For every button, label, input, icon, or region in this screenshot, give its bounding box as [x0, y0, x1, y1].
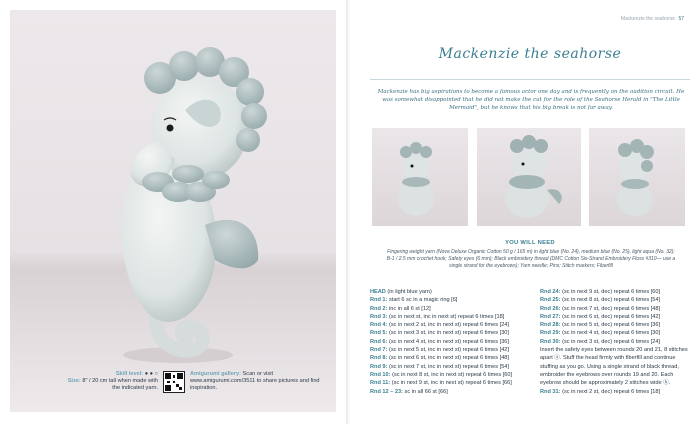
row-label: Rnd 27:: [540, 313, 561, 320]
pattern-row: [370, 354, 538, 362]
row-label: Rnd 29:: [540, 330, 561, 337]
pattern-row: [540, 313, 690, 321]
row-text: (sc in next 2 st, dec) repeat 6 times [18]: [562, 388, 661, 395]
seahorse-side-photo: [372, 128, 468, 226]
size-label: Size:: [67, 378, 81, 385]
row-text: (sc in next 7 st, dec) repeat 6 times [48]: [562, 305, 661, 312]
eyes-note: Insert the safety eyes between rounds 20 and 21, 8 stitches apart ⓐ. Stuff the head firmly with fiberfill and continue stuffing as you go. Using a single strand of black thread, embroider the eyebrows over rounds 19 and 20. Each eyebrow should be approximately 2 stitches wide ⓑ.: [540, 347, 688, 387]
pattern-row: [370, 388, 538, 396]
row-text: (sc in next 2 st, inc in next st) repeat 6 times [24]: [388, 322, 509, 329]
row-label: Rnd 24:: [540, 289, 561, 295]
instructions-column-left: [370, 288, 538, 396]
pattern-row: [370, 321, 538, 329]
seahorse-front-photo: [477, 128, 581, 226]
row-text: (sc in next 5 st, dec) repeat 6 times [36]: [562, 322, 661, 329]
step-photo: [372, 128, 468, 226]
row-label: Rnd 30:: [540, 338, 561, 345]
row-text: (sc in next st, inc in next st) repeat 6 times [18]: [388, 313, 505, 320]
step-photo: [477, 128, 581, 226]
skill-dots: ● ● ○: [144, 371, 158, 377]
pattern-row: [540, 321, 690, 329]
pattern-instructions: [370, 288, 690, 418]
row-label: Rnd 8:: [370, 355, 388, 362]
gallery-label: Amigurumi gallery:: [190, 371, 241, 377]
row-label: Rnd 12 – 23:: [370, 388, 403, 395]
row-label: Rnd 9:: [370, 363, 388, 370]
pattern-row: [540, 305, 690, 313]
you-will-need-heading: YOU WILL NEED: [505, 240, 555, 246]
row-label: Rnd 31:: [540, 388, 561, 395]
row-label: Rnd 7:: [370, 347, 388, 354]
pattern-row: [370, 346, 538, 354]
step-photo: [589, 128, 685, 226]
pattern-row: [370, 338, 538, 346]
pattern-row: [370, 296, 538, 304]
row-text: (sc in next 6 st, dec) repeat 6 times [42]: [562, 313, 661, 320]
pattern-row: [370, 371, 538, 379]
seahorse-photo: [10, 10, 336, 412]
row-text: (sc in next 3 st, inc in next st) repeat 6 times [30]: [388, 330, 509, 337]
row-label: Rnd 5:: [370, 330, 388, 337]
row-text: start 6 sc in a magic ring [6]: [388, 297, 458, 304]
page-number: 57: [678, 16, 684, 22]
seahorse-illustration: [10, 10, 336, 412]
row-text: (sc in next 4 st, inc in next st) repeat 6 times [36]: [388, 338, 509, 345]
gallery-block: [190, 371, 320, 393]
page-title: Mackenzie the seahorse: [438, 46, 622, 62]
row-label: Rnd 3:: [370, 313, 388, 320]
row-text: (sc in next 5 st, inc in next st) repeat 6 times [42]: [388, 347, 509, 354]
running-title: Mackenzie the seahorse: [620, 16, 676, 22]
row-text: (sc in next 3 st, dec) repeat 6 times [24]: [562, 338, 661, 345]
size-text: 8" / 20 cm tall when made with the indicated yarn.: [82, 378, 158, 392]
running-header: [621, 16, 684, 22]
step-photos: [372, 128, 692, 226]
row-text: inc in all 6 st [12]: [388, 305, 431, 312]
pattern-row: [540, 388, 690, 396]
row-text: (sc in next 8 st, dec) repeat 6 times [54]: [562, 297, 661, 304]
instructions-column-right: [540, 288, 690, 396]
title-divider: [370, 79, 690, 80]
pattern-row: [370, 305, 538, 313]
row-text: (sc in next 7 st, inc in next st) repeat 6 times [54]: [388, 363, 509, 370]
row-label: Rnd 28:: [540, 322, 561, 329]
gallery-text: Scan or visit www.amigurumi.com/3511 to share pictures and find inspiration.: [190, 371, 320, 392]
head-label: HEAD: [370, 289, 386, 295]
row-text: (sc in next 8 st, inc in next st) repeat 6 times [60]: [392, 371, 513, 378]
left-page: [0, 0, 346, 424]
row-label: Rnd 11:: [370, 380, 391, 387]
row-label: Rnd 26:: [540, 305, 561, 312]
pattern-row: [540, 329, 690, 337]
row-label: Rnd 25:: [540, 297, 561, 304]
you-will-need-text: Fingering weight yarn (Nova Deluxe Organic Cotton 50 g / 165 m) in light blue (No. 24), medium blue (No. 25), light aqua (No. 32); B-1 / 2.5 mm crochet hook; Safety eyes (6 mm); Black embroidery thread (DMC Cotton Six-Strand Embroidery Floss #310— use a single strand for the eyebrows); Yarn needle; Pins; Stitch markers; Fiberfill: [386, 249, 676, 270]
pattern-caption: [60, 371, 320, 411]
qr-pattern-icon: [164, 372, 184, 392]
row-label: Rnd 1:: [370, 297, 388, 304]
row-label: Rnd 4:: [370, 322, 388, 329]
pattern-row: [540, 288, 690, 296]
row-label: Rnd 2:: [370, 305, 388, 312]
right-page: [350, 0, 700, 424]
head-note: (in light blue yarn): [387, 289, 432, 295]
skill-block: [60, 371, 158, 393]
row-text: (sc in next 9 st, inc in next st) repeat 6 times [66]: [391, 380, 512, 387]
pattern-row: [540, 338, 690, 346]
intro-text: Mackenzie has big aspirations to become a famous actor one day and is frequently on the audition circuit. He was somewhat disappointed that he did not make the cut for the role of the Seahorse Herald in "The Little Mermaid", but he knows that his big break is not far away.: [377, 89, 685, 111]
skill-label: Skill level:: [115, 371, 144, 377]
row-text: (sc in next 6 st, inc in next st) repeat 6 times [48]: [388, 355, 509, 362]
seahorse-back-photo: [589, 128, 685, 226]
row-label: Rnd 10:: [370, 371, 391, 378]
pattern-row: [370, 379, 538, 387]
qr-code[interactable]: [163, 371, 185, 393]
pattern-row: [370, 313, 538, 321]
section-heading: [370, 288, 538, 296]
row-text: (sc in next 4 st, dec) repeat 6 times [30]: [562, 330, 661, 337]
pattern-row: [540, 296, 690, 304]
row-text: sc in all 66 st [66]: [404, 388, 448, 395]
row-label: Rnd 6:: [370, 338, 388, 345]
pattern-row: [370, 329, 538, 337]
row-text: (sc in next 9 st, dec) repeat 6 times [60]: [562, 289, 661, 295]
pattern-row: [370, 363, 538, 371]
